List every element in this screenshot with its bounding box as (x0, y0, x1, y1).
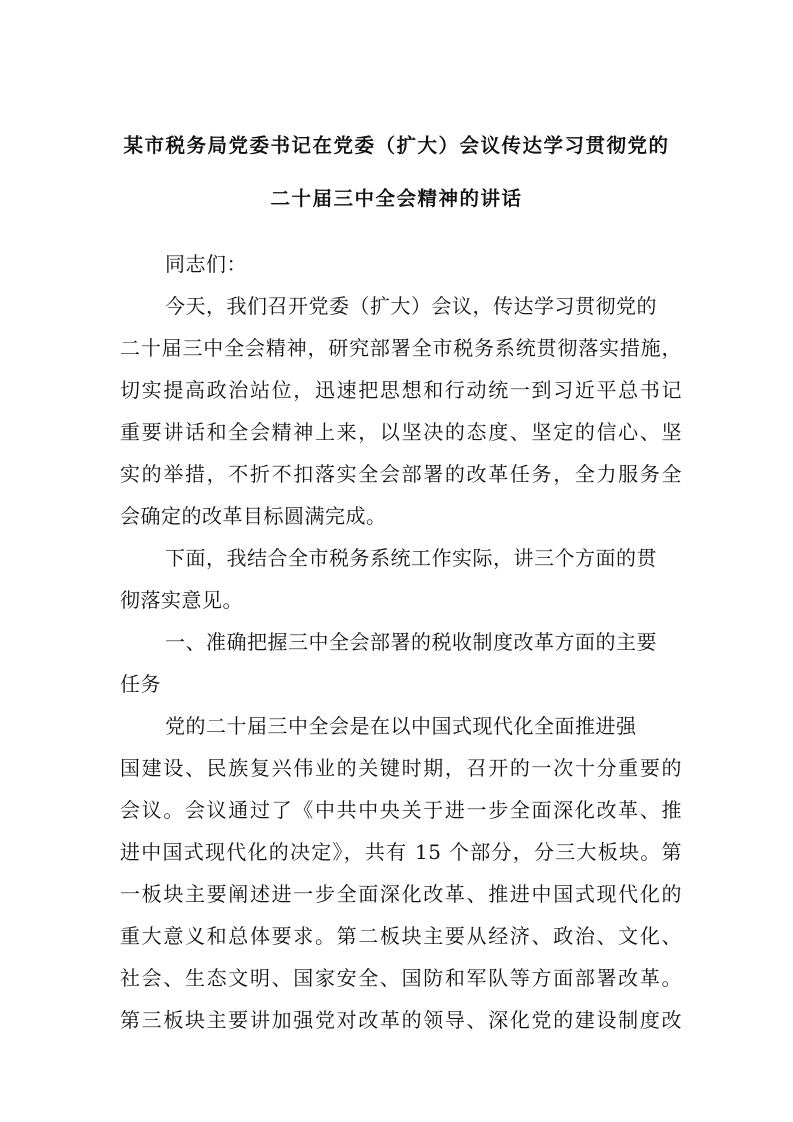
paragraph-line: 二十届三中全会精神，研究部署全市税务系统贯彻落实措施， (120, 336, 682, 360)
document-title-line-2: 二十届三中全会精神的讲话 (270, 187, 523, 210)
section-heading: 任务 (120, 672, 161, 696)
paragraph-line: 今天，我们召开党委（扩大）会议，传达学习贯彻党的 (165, 294, 657, 318)
paragraph-line: 彻落实意见。 (120, 588, 243, 612)
salutation: 同志们： (165, 252, 247, 276)
paragraph-line: 会确定的改革目标圆满完成。 (120, 504, 387, 528)
paragraph-line: 第三板块主要讲加强党对改革的领导、深化党的建设制度改 (120, 1008, 682, 1032)
paragraph-line: 重要讲话和全会精神上来，以坚决的态度、坚定的信心、坚 (120, 420, 682, 444)
paragraph-line: 切实提高政治站位，迅速把思想和行动统一到习近平总书记 (120, 378, 682, 402)
paragraph-line: 重大意义和总体要求。第二板块主要从经济、政治、文化、 (120, 924, 682, 948)
paragraph-line: 党的二十届三中全会是在以中国式现代化全面推进强 (165, 714, 637, 738)
paragraph-line: 一板块主要阐述进一步全面深化改革、推进中国式现代化的 (120, 882, 682, 906)
paragraph-line: 实的举措，不折不扣落实全会部署的改革任务，全力服务全 (120, 462, 682, 486)
paragraph-line: 会议。会议通过了《中共中央关于进一步全面深化改革、推 (120, 798, 682, 822)
document-title-line-1: 某市税务局党委书记在党委（扩大）会议传达学习贯彻党的 (123, 134, 670, 157)
paragraph-line: 进中国式现代化的决定》，共有 15 个部分，分三大板块。第 (120, 840, 682, 864)
section-heading: 一、准确把握三中全会部署的税收制度改革方面的主要 (165, 630, 657, 654)
paragraph-line: 社会、生态文明、国家安全、国防和军队等方面部署改革。 (120, 966, 682, 990)
paragraph-line: 国建设、民族复兴伟业的关键时期，召开的一次十分重要的 (120, 756, 682, 780)
paragraph-line: 下面，我结合全市税务系统工作实际，讲三个方面的贯 (165, 546, 657, 570)
